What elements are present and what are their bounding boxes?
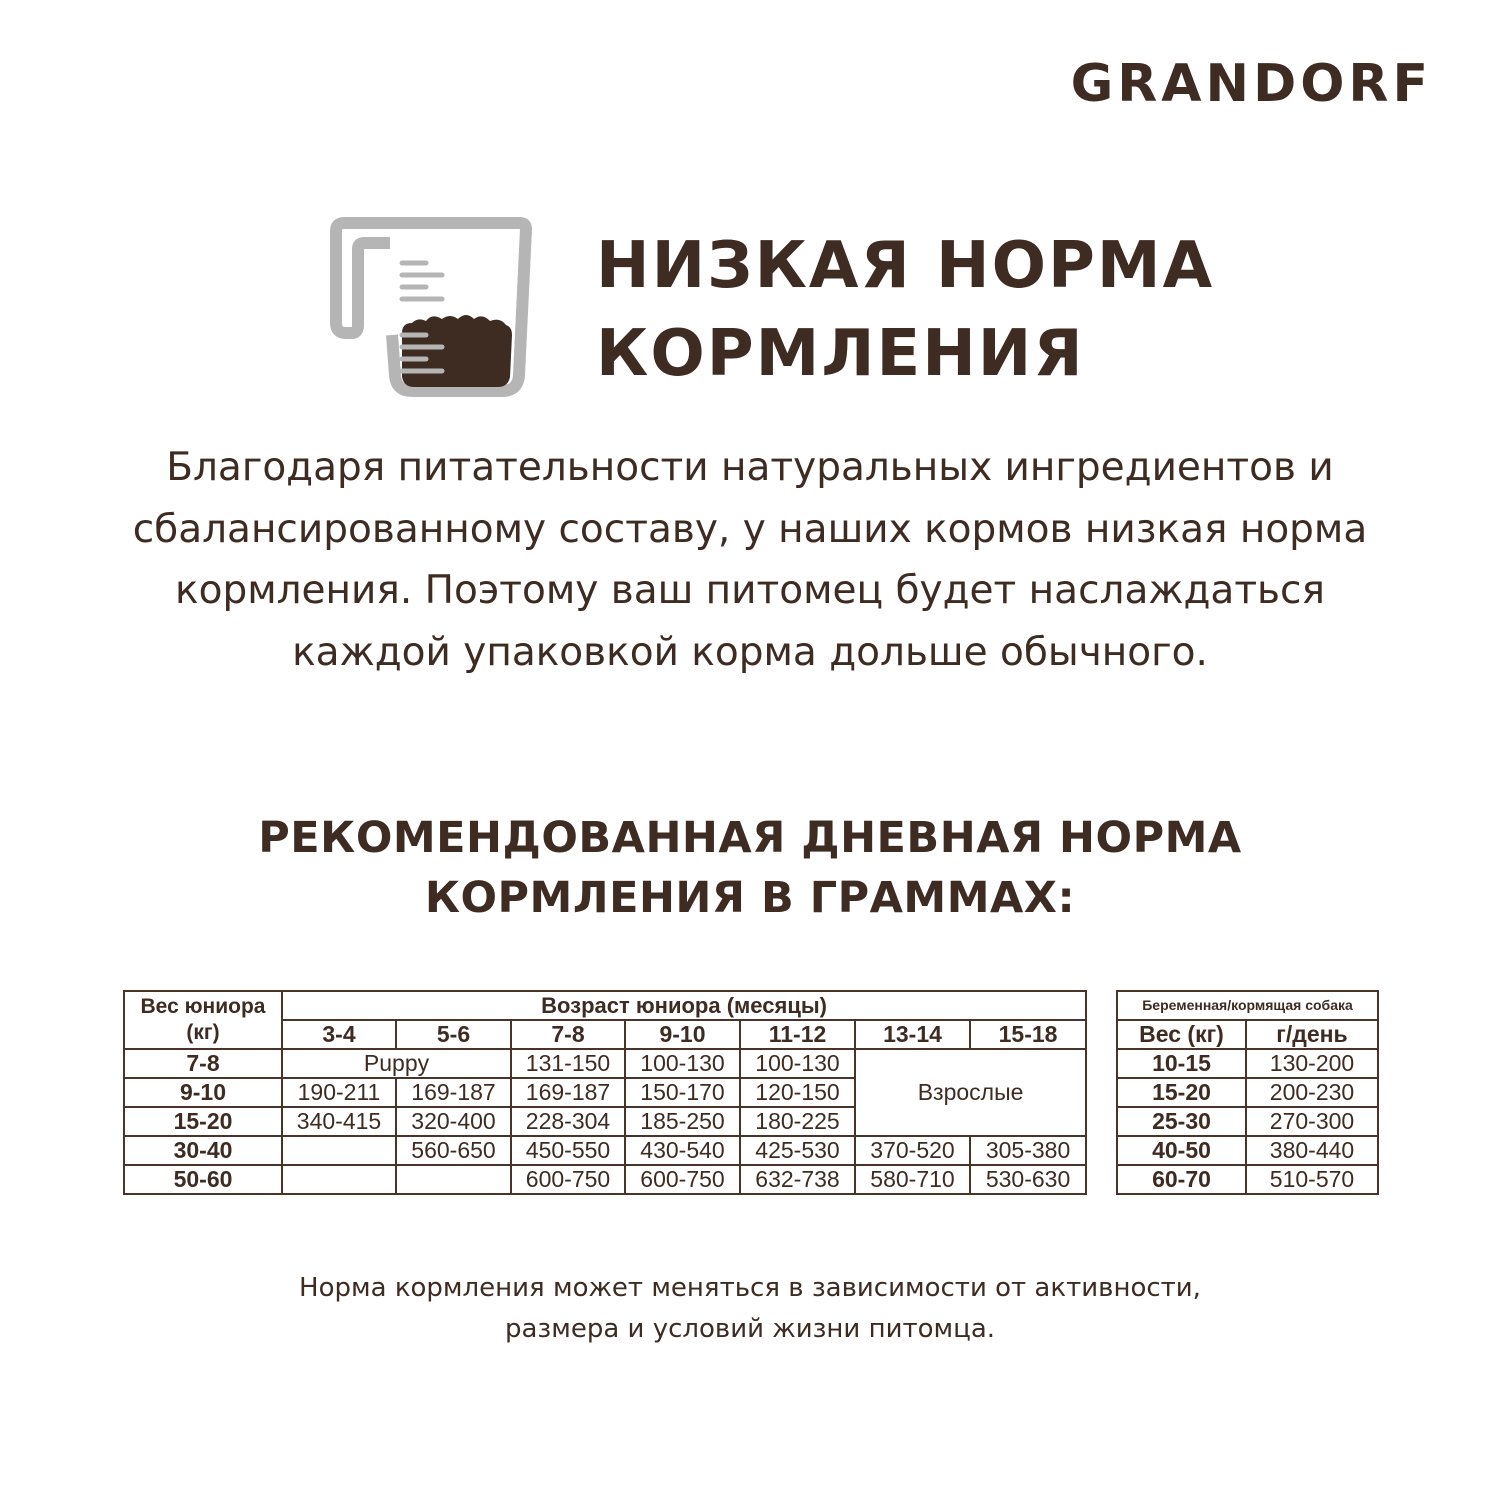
section-title <box>0 808 1500 928</box>
table-row <box>124 1049 1086 1078</box>
value-cell: 510-570 <box>1246 1165 1378 1194</box>
description-line: кормления. Поэтому ваш питомец будет наслаждаться <box>175 568 1325 613</box>
value-cell: 580-710 <box>855 1165 970 1194</box>
value-cell: 305-380 <box>970 1136 1086 1165</box>
puppy-label: Puppy <box>282 1049 511 1078</box>
value-cell <box>282 1136 396 1165</box>
value-cell: 190-211 <box>282 1078 396 1107</box>
weight-cell: 10-15 <box>1117 1049 1246 1078</box>
table-row <box>124 1136 1086 1165</box>
table-row <box>1117 1136 1378 1165</box>
value-cell: 180-225 <box>740 1107 855 1136</box>
value-cell: 425-530 <box>740 1136 855 1165</box>
value-cell: 100-130 <box>625 1049 740 1078</box>
value-cell: 632-738 <box>740 1165 855 1194</box>
weight-cell: 25-30 <box>1117 1107 1246 1136</box>
footnote <box>0 1268 1500 1350</box>
age-column-header: 11-12 <box>740 1020 855 1049</box>
weight-cell: 50-60 <box>124 1165 282 1194</box>
value-cell <box>396 1165 511 1194</box>
pregnant-table-caption: Беременная/кормящая собака <box>1117 991 1378 1020</box>
value-cell: 600-750 <box>625 1165 740 1194</box>
brand-logo: GRANDORF <box>1070 54 1432 114</box>
grams-column-header: г/день <box>1246 1020 1378 1049</box>
headline <box>596 222 1214 398</box>
age-column-header: 15-18 <box>970 1020 1086 1049</box>
weight-header-line: Вес юниора <box>140 995 266 1018</box>
weight-cell: 7-8 <box>124 1049 282 1078</box>
value-cell: 100-130 <box>740 1049 855 1078</box>
value-cell: 600-750 <box>511 1165 625 1194</box>
value-cell: 169-187 <box>511 1078 625 1107</box>
value-cell: 270-300 <box>1246 1107 1378 1136</box>
table-row <box>1117 1078 1378 1107</box>
value-cell: 130-200 <box>1246 1049 1378 1078</box>
headline-line: НИЗКАЯ НОРМА <box>596 229 1215 303</box>
value-cell: 380-440 <box>1246 1136 1378 1165</box>
table-row <box>1117 1107 1378 1136</box>
table-row <box>1117 1049 1378 1078</box>
weight-header-line: (кг) <box>186 1021 220 1044</box>
footnote-line: Норма кормления может меняться в зависимости от активности, <box>299 1273 1201 1303</box>
value-cell: 530-630 <box>970 1165 1086 1194</box>
age-column-header: 13-14 <box>855 1020 970 1049</box>
value-cell <box>282 1165 396 1194</box>
value-cell: 370-520 <box>855 1136 970 1165</box>
description-line: сбалансированному составу, у наших кормов низкая норма <box>132 506 1368 552</box>
footnote-line: размера и условий жизни питомца. <box>504 1314 996 1344</box>
value-cell: 185-250 <box>625 1107 740 1136</box>
weight-header <box>124 991 282 1049</box>
weight-cell: 40-50 <box>1117 1136 1246 1165</box>
value-cell: 430-540 <box>625 1136 740 1165</box>
section-title-line: РЕКОМЕНДОВАННАЯ ДНЕВНАЯ НОРМА <box>258 813 1242 863</box>
weight-cell: 15-20 <box>1117 1078 1246 1107</box>
measuring-cup-icon <box>330 215 535 400</box>
description-line: каждой упаковкой корма дольше обычного. <box>292 629 1208 675</box>
value-cell: 200-230 <box>1246 1078 1378 1107</box>
weight-cell: 30-40 <box>124 1136 282 1165</box>
value-cell: 150-170 <box>625 1078 740 1107</box>
junior-feeding-table <box>123 990 1087 1195</box>
weight-cell: 15-20 <box>124 1107 282 1136</box>
age-header: Возраст юниора (месяцы) <box>282 991 1086 1020</box>
description-line: Благодаря питательности натуральных ингредиентов и <box>166 445 1334 490</box>
value-cell: 560-650 <box>396 1136 511 1165</box>
pregnant-feeding-table <box>1116 990 1379 1195</box>
age-column-header: 3-4 <box>282 1020 396 1049</box>
value-cell: 340-415 <box>282 1107 396 1136</box>
table-row <box>124 1165 1086 1194</box>
weight-cell: 60-70 <box>1117 1165 1246 1194</box>
value-cell: 450-550 <box>511 1136 625 1165</box>
description <box>0 437 1500 683</box>
age-column-header: 9-10 <box>625 1020 740 1049</box>
age-column-header: 7-8 <box>511 1020 625 1049</box>
value-cell: 131-150 <box>511 1049 625 1078</box>
weight-cell: 9-10 <box>124 1078 282 1107</box>
table-row <box>1117 1165 1378 1194</box>
weight-column-header: Вес (кг) <box>1117 1020 1246 1049</box>
section-title-line: КОРМЛЕНИЯ В ГРАММАХ: <box>424 873 1076 923</box>
value-cell: 228-304 <box>511 1107 625 1136</box>
value-cell: 169-187 <box>396 1078 511 1107</box>
value-cell: 320-400 <box>396 1107 511 1136</box>
adult-label: Взрослые <box>855 1049 1086 1136</box>
headline-line: КОРМЛЕНИЯ <box>596 317 1085 391</box>
age-column-header: 5-6 <box>396 1020 511 1049</box>
value-cell: 120-150 <box>740 1078 855 1107</box>
